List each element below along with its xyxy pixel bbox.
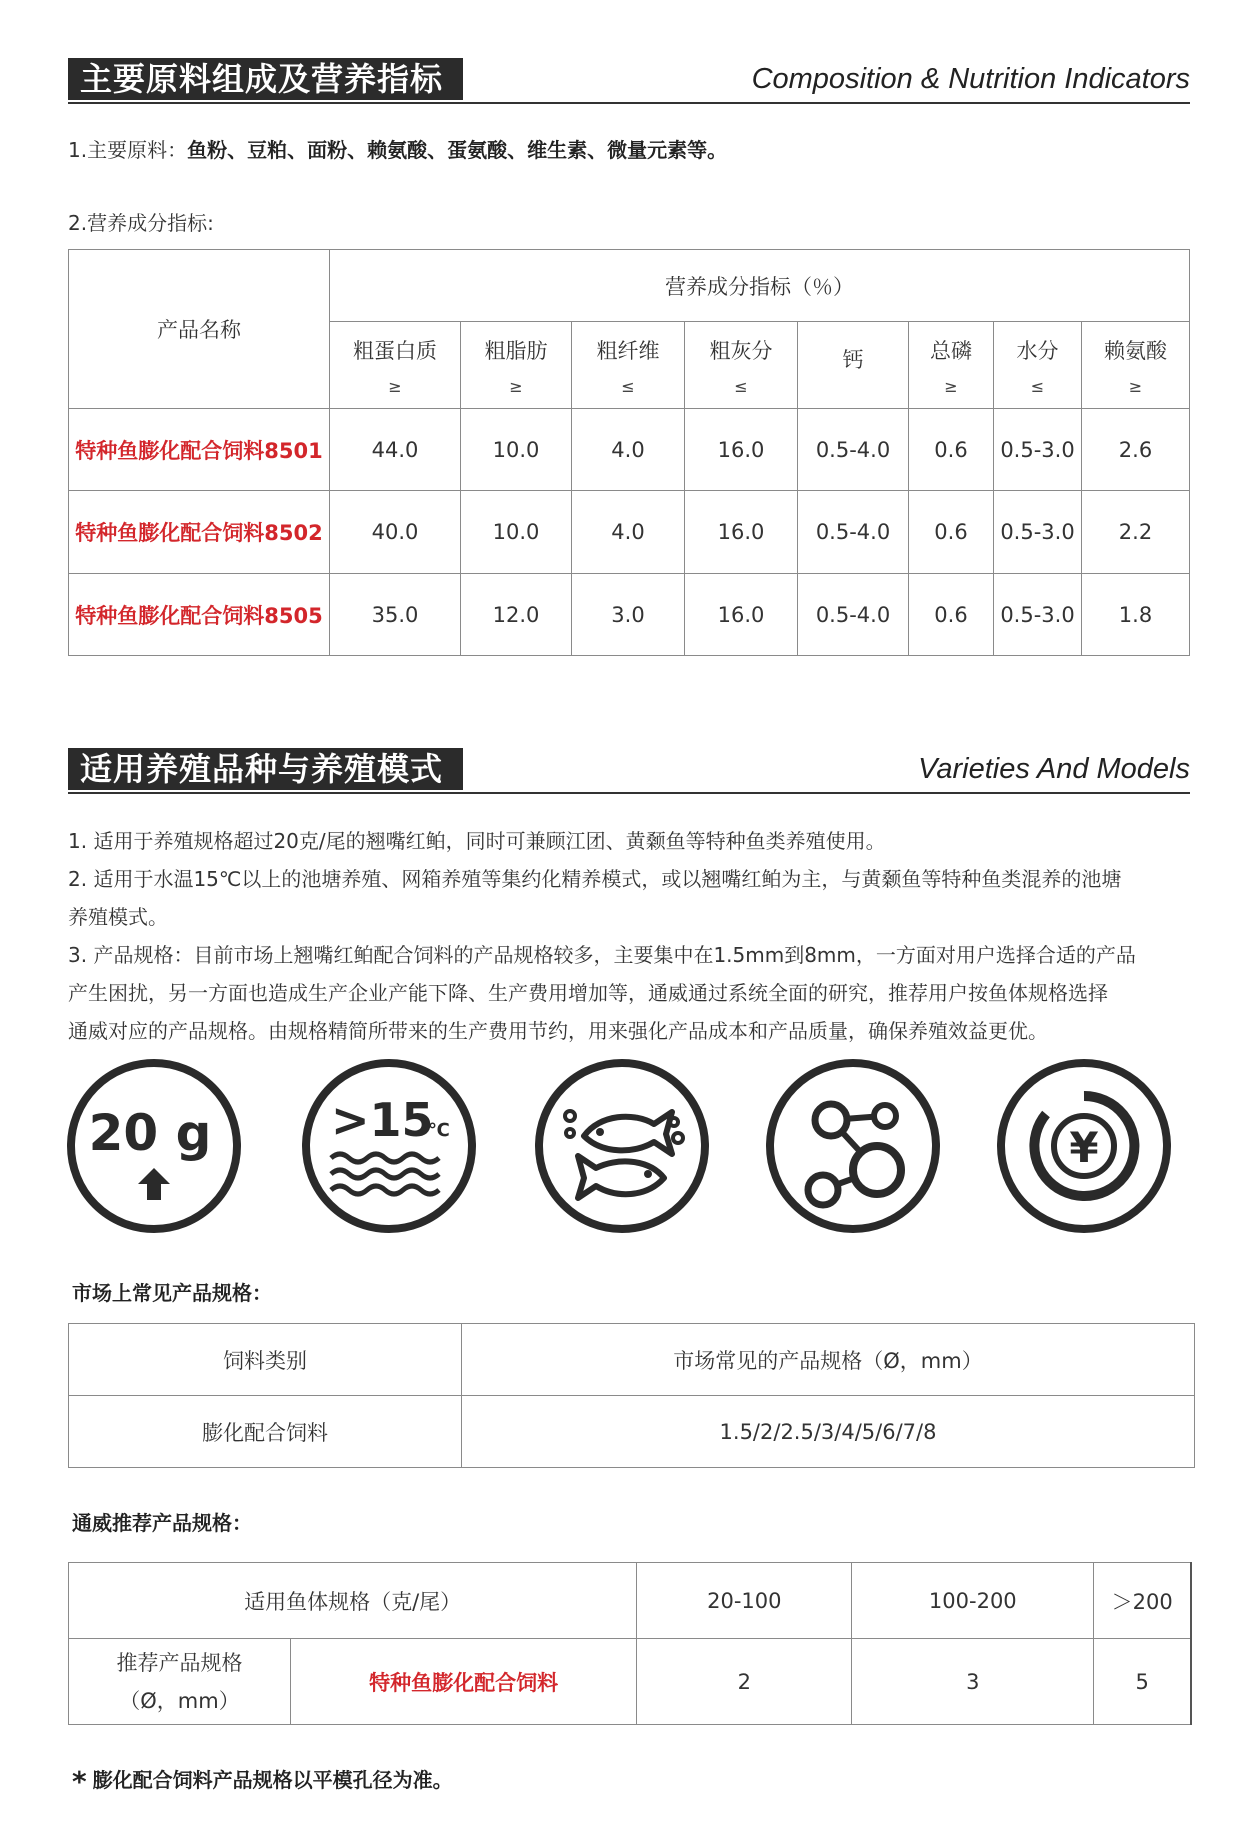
- star-icon: *: [72, 1765, 87, 1798]
- section-title-en: Varieties And Models: [918, 753, 1190, 785]
- table-cell: 35.0: [330, 574, 461, 656]
- table-cell: ＞200: [1094, 1563, 1191, 1639]
- market-spec-table: [68, 1323, 1195, 1468]
- table-cell: 20-100: [637, 1563, 852, 1639]
- temperature-text: >15: [331, 1093, 434, 1147]
- table-cell: 16.0: [685, 409, 798, 491]
- product-name: 特种鱼膨化配合饲料8501: [69, 409, 330, 491]
- table-cell: 2.2: [1082, 491, 1190, 574]
- table-cell: 2: [637, 1639, 852, 1725]
- varieties-paragraph: [68, 822, 1193, 1050]
- raw-materials-text: 鱼粉、豆粕、面粉、赖氨酸、蛋氨酸、维生素、微量元素等。: [187, 138, 728, 162]
- table-row: [69, 1324, 1195, 1396]
- table-cell: 1.5/2/2.5/3/4/5/6/7/8: [462, 1396, 1195, 1468]
- section-header-composition: [68, 58, 1190, 104]
- table-cell: 0.5-3.0: [994, 491, 1082, 574]
- table-cell: 5: [1094, 1639, 1191, 1725]
- table-cell: 3: [852, 1639, 1094, 1725]
- table-cell: 12.0: [461, 574, 572, 656]
- column-header: 水分 ≤: [994, 322, 1082, 409]
- nutrition-label: 2.营养成分指标:: [68, 211, 214, 235]
- recommended-label: 推荐产品规格 （Ø，mm）: [69, 1639, 291, 1725]
- table-cell: 0.5-3.0: [994, 574, 1082, 656]
- raw-materials-line: [68, 134, 727, 163]
- table-cell: 16.0: [685, 574, 798, 656]
- weight-text: 20 g: [88, 1104, 212, 1162]
- table-row: [69, 1639, 1192, 1725]
- table-row: [69, 409, 1190, 491]
- varieties-line: 3. 产品规格：目前市场上翘嘴红鲌配合饲料的产品规格较多，主要集中在1.5mm到8mm，一方面对用户选择合适的产品: [68, 943, 1136, 967]
- varieties-line: 养殖模式。: [68, 905, 168, 929]
- table-row: [69, 574, 1190, 656]
- varieties-line: 产生困扰，另一方面也造成生产企业产能下降、生产费用增加等，通威通过系统全面的研究，推荐用户按鱼体规格选择: [68, 981, 1108, 1005]
- molecule-icon: [765, 1058, 941, 1234]
- footnote: [72, 1764, 453, 1798]
- column-header: 粗蛋白质 ≥: [330, 322, 461, 409]
- market-spec-title: 市场上常见产品规格：: [72, 1281, 272, 1305]
- raw-materials-label: 1.主要原料：: [68, 138, 188, 162]
- section-title-en: Composition & Nutrition Indicators: [751, 63, 1190, 95]
- table-cell: 0.5-4.0: [798, 574, 909, 656]
- table-row: [69, 1396, 1195, 1468]
- table-cell: 0.6: [909, 409, 994, 491]
- nutrition-group-header: 营养成分指标（％）: [330, 250, 1190, 322]
- footnote-text: 膨化配合饲料产品规格以平模孔径为准。: [92, 1768, 453, 1792]
- yuan-symbol: ¥: [1069, 1123, 1099, 1172]
- column-header: 粗脂肪 ≥: [461, 322, 572, 409]
- yuan-coin-icon: [996, 1058, 1172, 1234]
- column-header: 粗纤维 ≤: [572, 322, 685, 409]
- table-cell: 4.0: [572, 409, 685, 491]
- table-row: [69, 491, 1190, 574]
- table-cell: 1.8: [1082, 574, 1190, 656]
- table-cell: 0.5-3.0: [994, 409, 1082, 491]
- table-cell: 0.5-4.0: [798, 491, 909, 574]
- recommended-spec-table: [68, 1562, 1192, 1725]
- product-name-header: 产品名称: [69, 250, 330, 409]
- varieties-line: 通威对应的产品规格。由规格精简所带来的生产费用节约，用来强化产品成本和产品质量，确保养殖效益更优。: [68, 1019, 1048, 1043]
- water-temperature-icon: [301, 1058, 477, 1234]
- table-cell: 40.0: [330, 491, 461, 574]
- column-header: 钙: [798, 322, 909, 409]
- table-cell: 100-200: [852, 1563, 1094, 1639]
- varieties-line: 1. 适用于养殖规格超过20克/尾的翘嘴红鲌，同时可兼顾江团、黄颡鱼等特种鱼类养殖使用。: [68, 829, 886, 853]
- table-cell: 0.6: [909, 491, 994, 574]
- column-header: 赖氨酸 ≥: [1082, 322, 1190, 409]
- section-title-cn: 主要原料组成及营养指标: [68, 58, 463, 100]
- section-title-cn: 适用养殖品种与养殖模式: [68, 748, 463, 790]
- table-header-cell: 市场常见的产品规格（Ø，mm）: [462, 1324, 1195, 1396]
- table-row: [69, 1563, 1192, 1639]
- column-header: 总磷 ≥: [909, 322, 994, 409]
- recommended-spec-title: 通威推荐产品规格：: [72, 1511, 252, 1535]
- table-cell: 2.6: [1082, 409, 1190, 491]
- table-cell: 16.0: [685, 491, 798, 574]
- product-name: 特种鱼膨化配合饲料8502: [69, 491, 330, 574]
- temperature-unit: ℃: [428, 1120, 450, 1141]
- table-cell: 0.6: [909, 574, 994, 656]
- table-cell: 10.0: [461, 491, 572, 574]
- nutrition-table: [68, 249, 1190, 656]
- table-cell: 10.0: [461, 409, 572, 491]
- table-cell: 4.0: [572, 491, 685, 574]
- section-header-varieties: [68, 748, 1190, 794]
- table-header-cell: 饲料类别: [69, 1324, 462, 1396]
- table-cell: 0.5-4.0: [798, 409, 909, 491]
- fish-size-label: 适用鱼体规格（克/尾）: [69, 1563, 637, 1639]
- column-header: 粗灰分 ≤: [685, 322, 798, 409]
- table-cell: 3.0: [572, 574, 685, 656]
- product-name: 特种鱼膨化配合饲料: [291, 1639, 637, 1725]
- table-cell: 膨化配合饲料: [69, 1396, 462, 1468]
- table-cell: 44.0: [330, 409, 461, 491]
- fish-icon: [534, 1058, 710, 1234]
- weight-up-icon: [66, 1058, 242, 1234]
- product-name: 特种鱼膨化配合饲料8505: [69, 574, 330, 656]
- varieties-line: 2. 适用于水温15℃以上的池塘养殖、网箱养殖等集约化精养模式，或以翘嘴红鲌为主，与黄颡鱼等特种鱼类混养的池塘: [68, 867, 1122, 891]
